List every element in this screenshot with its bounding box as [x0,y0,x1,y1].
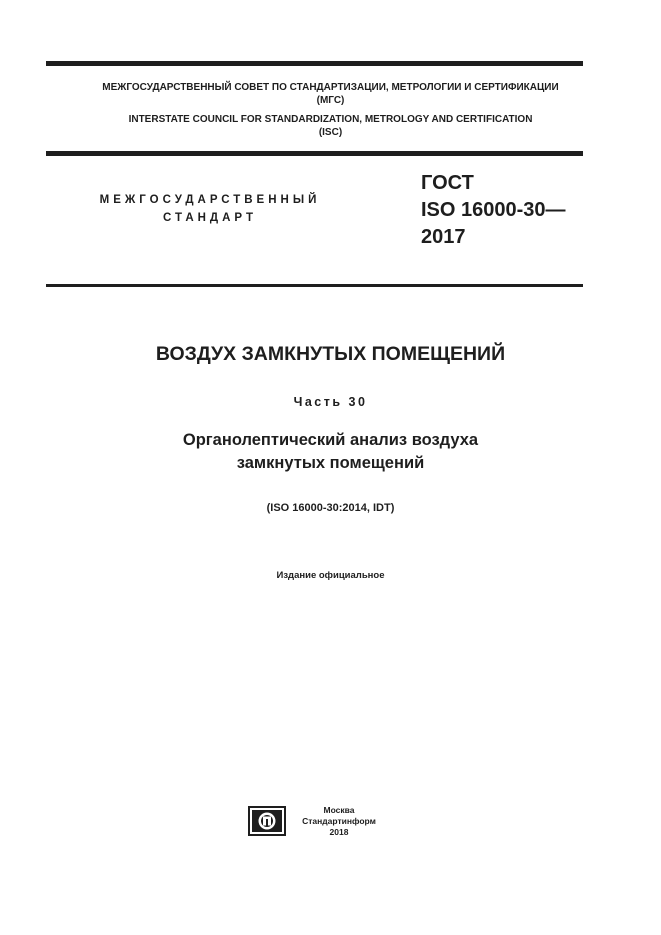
publisher-year: 2018 [329,827,349,837]
standartinform-logo-icon [248,806,286,836]
council-en: INTERSTATE COUNCIL FOR STANDARDIZATION, METROLOGY AND CERTIFICATION [128,114,533,125]
subtitle-line1: Органолептический анализ воздуха [182,431,479,449]
top-rule [46,61,583,66]
standard-type-line1: МЕЖГОСУДАРСТВЕННЫЙ [99,194,321,206]
designation-line1: ГОСТ [421,172,474,194]
publisher-block [296,805,382,838]
designation-bottom-rule [46,284,583,287]
council-en-abbr: (ISC) [318,127,343,138]
publisher-name: Стандартинформ [302,816,376,826]
document-title: ВОЗДУХ ЗАМКНУТЫХ ПОМЕЩЕНИЙ [155,343,506,365]
subtitle-line2: замкнутых помещений [236,454,425,472]
standard-type-line2: СТАНДАРТ [163,212,257,224]
part-number: Часть 30 [293,395,368,409]
header-bottom-rule [46,151,583,156]
iso-equivalence: (ISO 16000-30:2014, IDT) [266,502,395,514]
official-edition: Издание официальное [276,570,385,581]
designation-line3: 2017 [421,226,466,248]
council-ru-abbr: (МГС) [316,95,345,106]
council-ru: МЕЖГОСУДАРСТВЕННЫЙ СОВЕТ ПО СТАНДАРТИЗАЦИИ, МЕТРОЛОГИИ И СЕРТИФИКАЦИИ [102,82,559,93]
designation-line2: ISO 16000-30— [421,199,566,221]
publisher-city: Москва [323,805,355,815]
